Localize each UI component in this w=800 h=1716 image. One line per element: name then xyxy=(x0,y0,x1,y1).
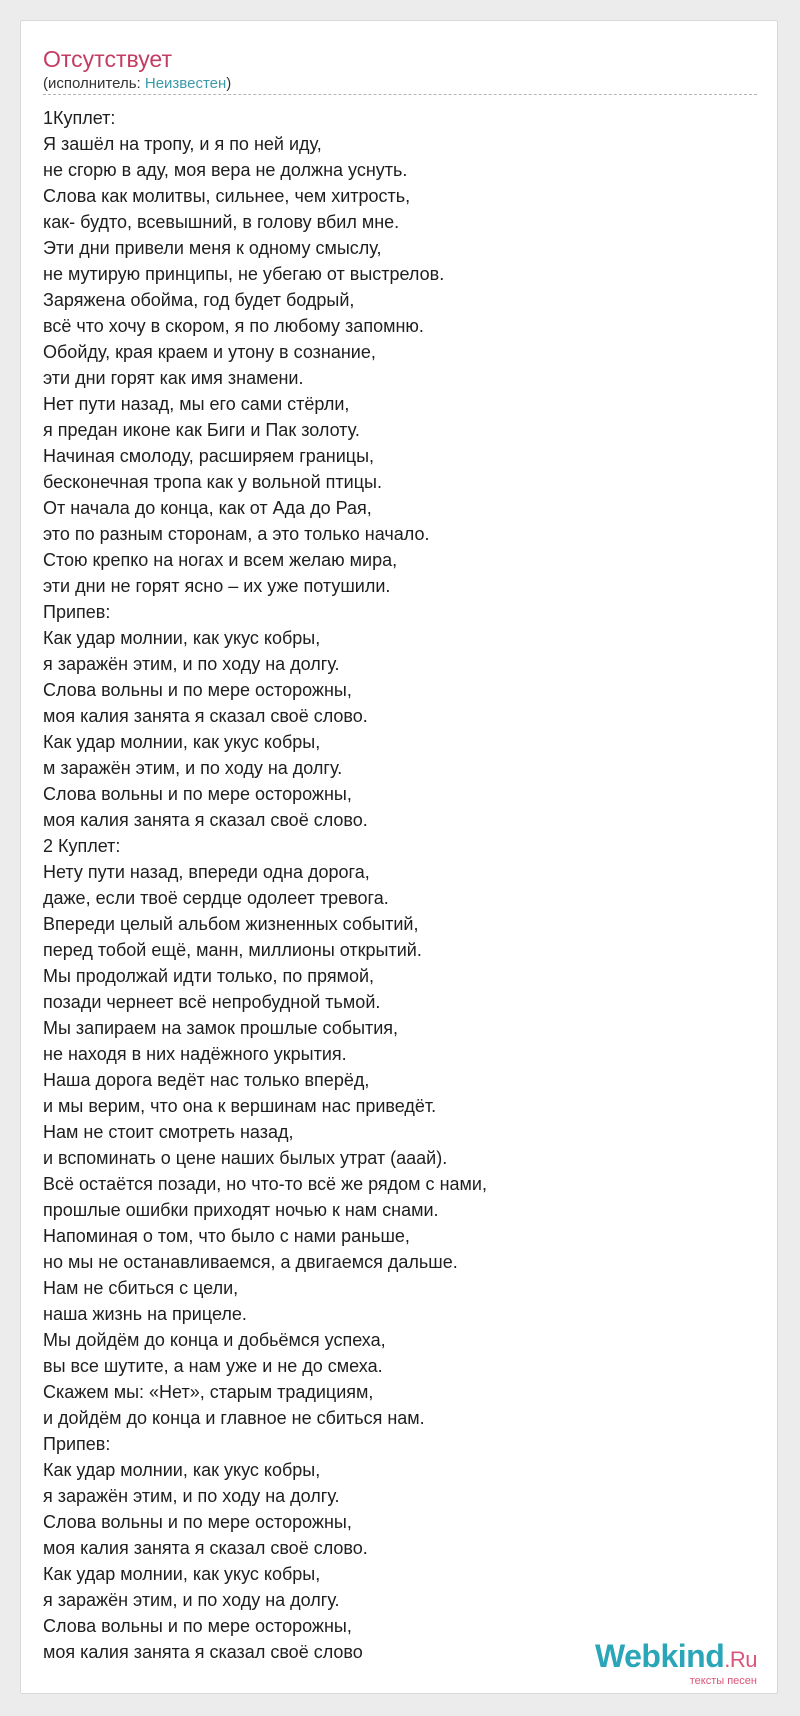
lyric-line: всё что хочу в скором, я по любому запомню. xyxy=(43,316,424,336)
artist-suffix: ) xyxy=(226,75,232,92)
lyric-line: Скажем мы: «Нет», старым традициям, xyxy=(43,1382,374,1402)
lyrics-text xyxy=(43,105,763,1665)
lyric-line: прошлые ошибки приходят ночью к нам снами. xyxy=(43,1200,439,1220)
logo-tld: .Ru xyxy=(724,1647,757,1672)
lyric-line: Мы запираем на замок прошлые события, xyxy=(43,1018,399,1038)
lyric-line: Слова вольны и по мере осторожны, xyxy=(43,1512,352,1532)
lyric-line: моя калия занята я сказал своё слово. xyxy=(43,706,368,726)
lyric-line: Начиная смолоду, расширяем границы, xyxy=(43,446,375,466)
lyric-line: Эти дни привели меня к одному смыслу, xyxy=(43,238,382,258)
lyric-line: позади чернеет всё непробудной тьмой. xyxy=(43,992,381,1012)
lyric-line: Как удар молнии, как укус кобры, xyxy=(43,628,321,648)
lyric-line: и вспоминать о цене наших былых утрат (ааай). xyxy=(43,1148,448,1168)
lyric-line: я предан иконе как Биги и Пак золоту. xyxy=(43,420,360,440)
logo-main-text: Webkind xyxy=(595,1638,725,1674)
lyric-line: Стою крепко на ногах и всем желаю мира, xyxy=(43,550,398,570)
lyric-line: не сгорю в аду, моя вера не должна уснуть. xyxy=(43,160,408,180)
lyric-line: Нет пути назад, мы его сами стёрли, xyxy=(43,394,350,414)
lyric-line: От начала до конца, как от Ада до Рая, xyxy=(43,498,372,518)
lyric-line: не находя в них надёжного укрытия. xyxy=(43,1044,347,1064)
lyric-line: Нам не стоит смотреть назад, xyxy=(43,1122,294,1142)
song-title: Отсутствует xyxy=(43,46,172,72)
lyrics-card xyxy=(20,20,778,1694)
lyric-line: м заражён этим, и по ходу на долгу. xyxy=(43,758,343,778)
lyric-line: бесконечная тропа как у вольной птицы. xyxy=(43,472,382,492)
site-logo[interactable] xyxy=(595,1639,757,1687)
lyric-line: Всё остаётся позади, но что-то всё же рядом с нами, xyxy=(43,1174,487,1194)
lyric-line: 1Куплет: xyxy=(43,108,116,128)
lyric-line: я заражён этим, и по ходу на долгу. xyxy=(43,1590,340,1610)
lyric-line: я заражён этим, и по ходу на долгу. xyxy=(43,1486,340,1506)
lyric-line: Наша дорога ведёт нас только вперёд, xyxy=(43,1070,370,1090)
artist-link[interactable]: Неизвестен xyxy=(144,75,227,92)
lyric-line: наша жизнь на прицеле. xyxy=(43,1304,247,1324)
lyric-line: Я зашёл на тропу, и я по ней иду, xyxy=(43,134,322,154)
lyric-line: Слова вольны и по мере осторожны, xyxy=(43,680,352,700)
lyric-line: Как удар молнии, как укус кобры, xyxy=(43,732,321,752)
lyric-line: но мы не останавливаемся, а двигаемся дальше. xyxy=(43,1252,458,1272)
lyric-line: это по разным сторонам, а это только начало. xyxy=(43,524,430,544)
lyric-line: Обойду, края краем и утону в сознание, xyxy=(43,342,376,362)
lyric-line: Впереди целый альбом жизненных событий, xyxy=(43,914,419,934)
artist-line xyxy=(43,74,231,94)
lyric-line: моя калия занята я сказал своё слово. xyxy=(43,1538,368,1558)
lyric-line: даже, если твоё сердце одолеет тревога. xyxy=(43,888,389,908)
lyric-line: вы все шутите, а нам уже и не до смеха. xyxy=(43,1356,383,1376)
lyric-line: эти дни не горят ясно – их уже потушили. xyxy=(43,576,391,596)
lyric-line: моя калия занята я сказал своё слово xyxy=(43,1642,363,1662)
lyric-line: Заряжена обойма, год будет бодрый, xyxy=(43,290,355,310)
logo-subtitle: тексты песен xyxy=(689,1675,757,1687)
lyric-line: Припев: xyxy=(43,1434,111,1454)
title-divider xyxy=(43,94,757,95)
lyric-line: Слова вольны и по мере осторожны, xyxy=(43,784,352,804)
artist-prefix: (исполнитель: xyxy=(43,75,145,92)
logo-wordmark xyxy=(595,1639,757,1677)
lyric-line: Слова вольны и по мере осторожны, xyxy=(43,1616,352,1636)
lyric-line: Как удар молнии, как укус кобры, xyxy=(43,1564,321,1584)
lyric-line: Припев: xyxy=(43,602,111,622)
lyric-line: Напоминая о том, что было с нами раньше, xyxy=(43,1226,410,1246)
lyric-line: Мы дойдём до конца и добьёмся успеха, xyxy=(43,1330,386,1350)
lyric-line: 2 Куплет: xyxy=(43,836,121,856)
lyric-line: Слова как молитвы, сильнее, чем хитрость, xyxy=(43,186,411,206)
lyric-line: как- будто, всевышний, в голову вбил мне. xyxy=(43,212,400,232)
lyric-line: перед тобой ещё, манн, миллионы открытий. xyxy=(43,940,422,960)
lyric-line: эти дни горят как имя знамени. xyxy=(43,368,304,388)
lyric-line: Мы продолжай идти только, по прямой, xyxy=(43,966,375,986)
lyric-line: моя калия занята я сказал своё слово. xyxy=(43,810,368,830)
lyric-line: Как удар молнии, как укус кобры, xyxy=(43,1460,321,1480)
lyric-line: Нам не сбиться с цели, xyxy=(43,1278,239,1298)
lyric-line: и дойдём до конца и главное не сбиться нам. xyxy=(43,1408,425,1428)
lyric-line: Нету пути назад, впереди одна дорога, xyxy=(43,862,370,882)
lyric-line: не мутирую принципы, не убегаю от выстрелов. xyxy=(43,264,445,284)
lyric-line: и мы верим, что она к вершинам нас приведёт. xyxy=(43,1096,437,1116)
lyric-line: я заражён этим, и по ходу на долгу. xyxy=(43,654,340,674)
